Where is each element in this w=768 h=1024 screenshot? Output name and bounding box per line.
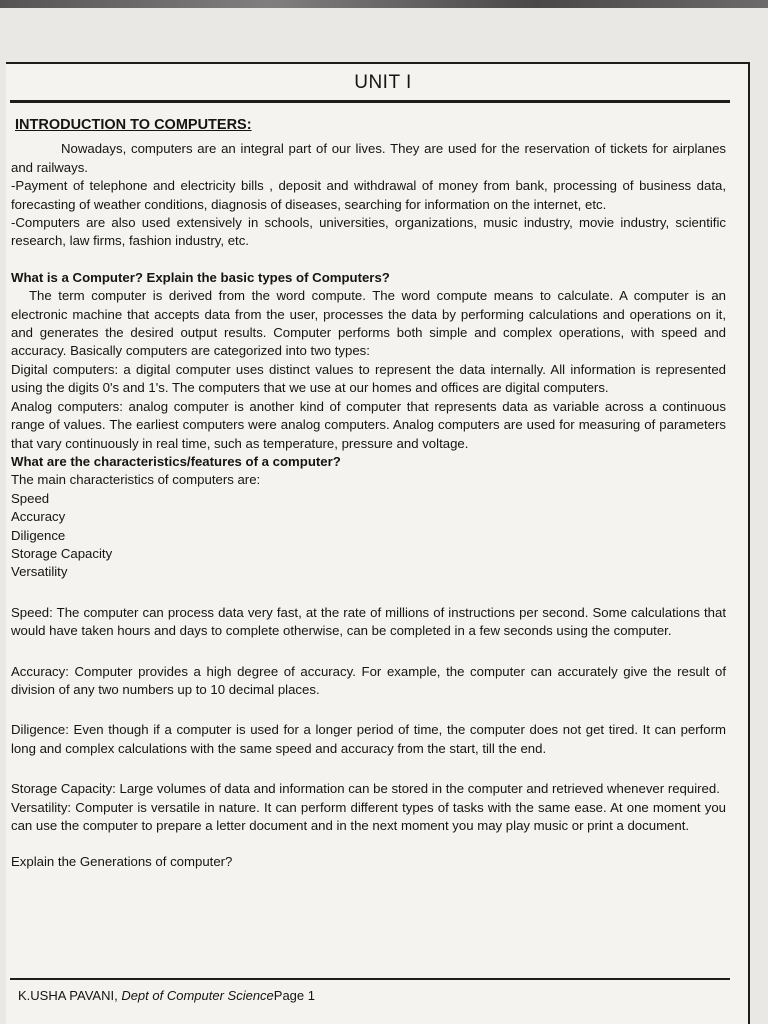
accuracy-paragraph: Accuracy: Computer provides a high degree of accuracy. For example, the computer can accurately give the result of division of any two numbers up to 10 decimal places. <box>11 663 726 697</box>
list-item: Diligence <box>11 527 66 543</box>
question-what-is-computer: What is a Computer? Explain the basic types of Computers? <box>11 269 390 285</box>
list-item: Accuracy <box>11 509 66 525</box>
list-item: Versatility <box>11 564 68 580</box>
intro-paragraph: Nowadays, computers are an integral part of our lives. They are used for the reservation of tickets for airplanes and railways. <box>11 141 726 175</box>
section-heading: INTRODUCTION TO COMPUTERS: <box>15 117 252 133</box>
diligence-paragraph: Diligence: Even though if a computer is used for a longer period of time, the computer does not get tired. It can perform long and complex calculations with the same speed and accuracy from the start, till the end. <box>11 722 726 756</box>
footer-rule <box>10 978 730 980</box>
intro-bullet-uses: -Computers are also used extensively in schools, universities, organizations, music industry, movie industry, scientific research, law firms, fashion industry, etc. <box>11 215 726 249</box>
question-characteristics: What are the characteristics/features of a computer? <box>11 453 341 469</box>
footer-department: Dept of Computer Science <box>121 988 274 1003</box>
digital-computers-paragraph: Digital computers: a digital computer uses distinct values to represent the data internally. All information is represented using the digits 0's and 1's. The computers that we use at our homes and offices are digital computers. <box>11 361 726 396</box>
speed-paragraph: Speed: The computer can process data very fast, at the rate of millions of instructions per second. Some calculations that would have taken hours and days to complete otherwise, can be completed in a few seconds using the computer. <box>11 604 726 639</box>
intro-bullet-payments: -Payment of telephone and electricity bills , deposit and withdrawal of money from bank, processing of business data, forecasting of weather conditions, diagnosis of diseases, searching for information on the internet, etc. <box>11 178 726 212</box>
header-rule <box>10 100 730 103</box>
list-item: Storage Capacity <box>11 545 113 561</box>
analog-computers-paragraph: Analog computers: analog computer is another kind of computer that represents data as variable across a continuous range of values. The earliest computers were analog computers. Analog computers are used for measuring of parameters that vary continuously in real time, such as temperature, pressure and voltage. <box>11 398 726 451</box>
footer-page-number: Page 1 <box>273 988 315 1003</box>
storage-capacity-paragraph: Storage Capacity: Large volumes of data and information can be stored in the computer and retrieved whenever required. <box>11 781 720 797</box>
characteristics-intro: The main characteristics of computers are: <box>11 472 261 488</box>
versatility-paragraph: Versatility: Computer is versatile in nature. It can perform different types of tasks with the same ease. At one moment you can use the computer to prepare a letter document and in the next moment you may play music or print a document. <box>11 799 726 833</box>
page-footer <box>18 988 315 1003</box>
unit-title: UNIT I <box>354 72 412 93</box>
question-generations: Explain the Generations of computer? <box>11 854 233 870</box>
document-page <box>6 62 750 1024</box>
footer-author: K.USHA PAVANI, <box>18 988 122 1003</box>
page-content <box>11 116 726 872</box>
scan-top-edge <box>0 0 768 8</box>
list-item: Speed <box>11 490 50 506</box>
answer-computer-definition: The term computer is derived from the word compute. The word compute means to calculate. A computer is an electronic machine that accepts data from the user, processes the data by performing calculations and operations on it, and generates the desired output results. Computer performs both simple and complex operations, with speed and accuracy. Basically computers are categorized into two types: <box>11 288 726 359</box>
characteristics-list <box>11 490 726 582</box>
